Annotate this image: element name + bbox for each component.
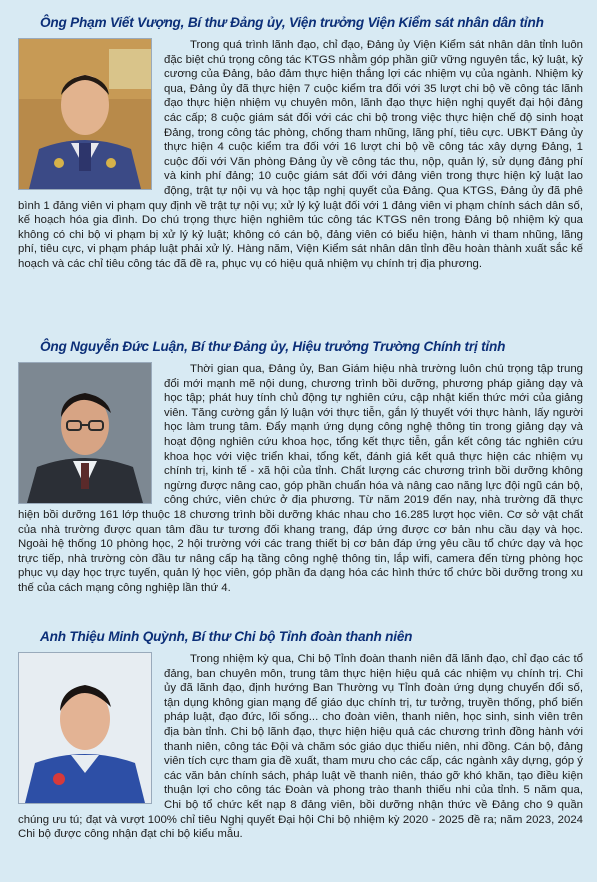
- profile-paragraph: Thời gian qua, Đảng ủy, Ban Giám hiệu nhà trường luôn chú trọng tập trung đổi mới mạnh mẽ nội dung, chương trình bồi dưỡng, phương pháp giảng dạy và học tập; phát huy tính chủ động tự nghiên cứu, cập nhật kiến thức mới của giảng viên. Tăng cường gắn lý luận với thực tiễn, gắn lý thuyết với thực hành, lấy người học làm trung tâm. Đẩy mạnh ứng dụng công nghệ thông tin trong giảng dạy và hoạt động nghiên cứu khoa học, tổng kết thực tiễn, gắn kết công tác nghiên cứu khoa học với việc triển khai, tổng kết, đánh giá kết quả thực hiện các nhiệm vụ chính trị, kinh tế - xã hội của tỉnh. Chất lượng các chương trình bồi dưỡng không ngừng được nâng cao, góp phần chuẩn hóa và nâng cao năng lực đội ngũ cán bộ, công chức, viên chức ở địa phương. Từ năm 2019 đến nay, nhà trường đã thực hiện bồi dưỡng 161 lớp thuộc 18 chương trình bồi dưỡng khác nhau cho 16.285 lượt học viên. Cơ sở vật chất của nhà trường được quan tâm đầu tư tương đối khang trang, đáp ứng được cơ bản nhu cầu dạy và học. Ngoài hệ thống 10 phòng học, 2 hội trường với các trang thiết bị cơ bản đáp ứng yêu cầu tổ chức dạy và học trực tiếp, nhà trường còn đầu tư nâng cấp hạ tầng công nghệ thông tin, lắp wifi, camera đến từng phòng học phục vụ dạy học trực tuyến, quản lý học viên, góp phần đa dạng hóa các hình thức tổ chức bồi dưỡng trong xu thế của cách mạng công nghiệp lần thứ 4.: [18, 363, 583, 594]
- profile-paragraph: Trong quá trình lãnh đạo, chỉ đạo, Đảng ủy Viện Kiểm sát nhân dân tỉnh luôn đặc biệt chú trọng công tác KTGS nhằm góp phần giữ vững nguyên tắc, kỷ luật, kỷ cương của Đảng, bảo đảm thực hiện thắng lợi các nhiệm vụ của ngành. Nhiệm kỳ qua, Đảng ủy đã thực hiện 7 cuộc kiểm tra đối với 35 lượt chi bộ về công tác lãnh đạo thực hiện nhiệm vụ chuyên môn, lãnh đạo thực hiện nghị quyết đại hội đảng các cấp; 8 cuộc giám sát đối với các chi bộ trong việc thực hiện chế độ sinh hoạt Đảng, trong công tác phòng, chống tham nhũng, lãng phí, tiêu cực. UBKT Đảng ủy thực hiện 4 cuộc kiểm tra đối với 16 lượt chi bộ về công tác xây dựng Đảng, 1 cuộc đối với Văn phòng Đảng ủy về công tác thu, nộp, quản lý, sử dụng đảng phí và kinh phí đảng; 10 cuộc giám sát đối với đảng viên trong thực hiện kỷ luật lao động, trật tự nội vụ và học tập nghị quyết của Đảng. Qua KTGS, Đảng ủy đã phê bình 1 đảng viên vi phạm quy định về trật tự nội vụ; xử lý kỷ luật đối với 1 đảng viên vi phạm chính sách dân số, kế hoạch hóa gia đình. Do chú trọng thực hiện nghiêm túc công tác KTGS nên trong Đảng bộ nhiệm kỳ qua không có chi bộ vi phạm bị xử lý kỷ luật; không có cán bộ, đảng viên có biểu hiện, hành vi tham nhũng, lãng phí, tiêu cực, vi phạm pháp luật phải xử lý. Hàng năm, Viện Kiểm sát nhân dân tỉnh đều hoàn thành xuất sắc kế hoạch và các chỉ tiêu công tác đã đề ra, phục vụ có hiệu quả nhiệm vụ chính trị địa phương.: [18, 39, 583, 270]
- portrait-photo: [18, 362, 152, 504]
- profile-paragraph: Trong nhiệm kỳ qua, Chi bộ Tỉnh đoàn thanh niên đã lãnh đạo, chỉ đạo các tổ đảng, ban chuyên môn, trung tâm thực hiện hiệu quả các nhiệm vụ chính trị. Chi ủy đã lãnh đạo, định hướng Ban Thường vụ Tỉnh đoàn ứng dụng chuyển đổi số, tận dụng không gian mạng để giáo dục chính trị, tư tưởng, truyền thống, phổ biến pháp luật, đạo đức, lối sống... cho đoàn viên, thanh niên, học sinh, sinh viên trên địa bàn tỉnh. Chi bộ lãnh đạo, thực hiện hiệu quả các chương trình đồng hành với thanh niên, công tác Đội và chăm sóc giáo dục thiếu niên, nhi đồng. Cán bộ, đảng viên tích cực tham gia đề xuất, tham mưu cho các cấp, các ngành xây dựng, góp ý các văn bản chính sách, pháp luật về thanh niên, tháo gỡ khó khăn, tạo điều kiện thuận lợi cho công tác Đoàn và phong trào thanh thiếu nhi của tỉnh. 5 năm qua, Chi bộ tổ chức kết nạp 8 đảng viên, bồi dưỡng nhận thức về Đảng cho 9 quần chúng ưu tú; đạt và vượt 100% chỉ tiêu Nghị quyết Đại hội Chi bộ nhiệm kỳ 2020 - 2025 đề ra; năm 2023, 2024 Chi bộ được công nhận đạt chi bộ kiểu mẫu.: [18, 653, 583, 841]
- profile-heading: Anh Thiệu Minh Quỳnh, Bí thư Chi bộ Tỉnh đoàn thanh niên: [40, 629, 413, 644]
- portrait-photo: [18, 38, 152, 190]
- profile-heading: Ông Nguyễn Đức Luận, Bí thư Đảng ủy, Hiệu trưởng Trường Chính trị tỉnh: [40, 339, 506, 354]
- profile-body: [18, 38, 583, 272]
- profile-section-3: [18, 628, 583, 842]
- portrait-photo: [18, 652, 152, 804]
- profile-section-2: [18, 338, 583, 622]
- portrait-glasses-suit-icon: [19, 363, 151, 503]
- profile-body: [18, 652, 583, 842]
- portrait-youth-union-shirt-icon: [19, 653, 151, 803]
- profile-section-1: [18, 14, 583, 332]
- portrait-official-uniform-icon: [19, 39, 151, 189]
- profile-heading: Ông Phạm Viết Vượng, Bí thư Đảng ủy, Viện trưởng Viện Kiểm sát nhân dân tỉnh: [40, 15, 544, 30]
- profile-body: [18, 362, 583, 596]
